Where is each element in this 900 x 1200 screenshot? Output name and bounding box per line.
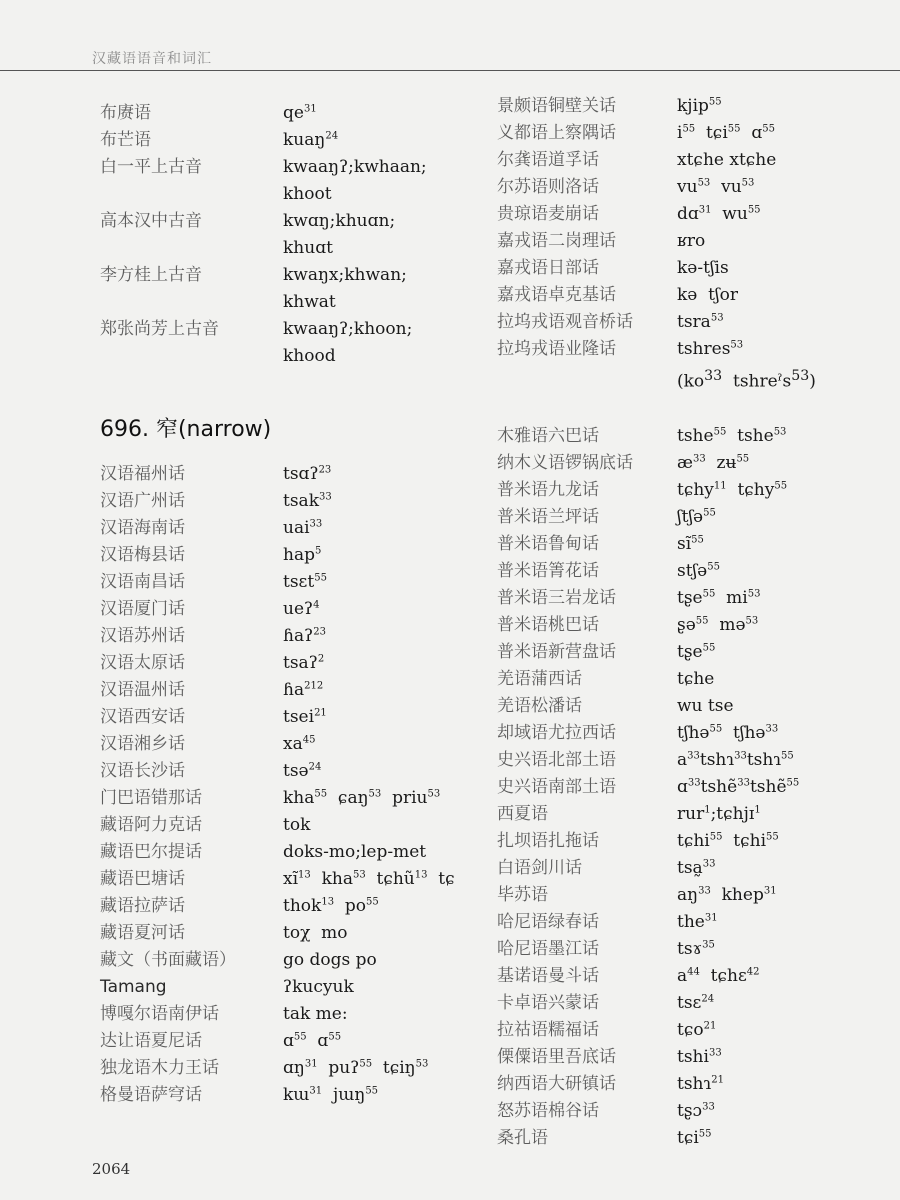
word-form: xtɕhe xtɕhe: [677, 150, 777, 170]
word-form: kwɑŋ;khuɑn;: [283, 211, 396, 231]
language-name: 纳西语大研镇话: [497, 1073, 616, 1094]
language-name: 郑张尚芳上古音: [100, 319, 219, 339]
word-form: tsə$^{24}$: [283, 761, 322, 781]
entry-row: [497, 963, 897, 990]
language-name: 拉坞戎语观音桥话: [497, 312, 633, 332]
word-form: kwaaŋʔ;kwhaan;: [283, 157, 427, 177]
word-form: kuaŋ$^{24}$: [283, 130, 339, 150]
entry-row: [100, 650, 480, 677]
language-name: 布芒语: [100, 130, 151, 150]
word-form: tɕhy$^{11}$ tɕhy$^{55}$: [677, 479, 788, 500]
language-name: 傈僳语里吾底话: [497, 1046, 616, 1067]
word-form: $aŋ^{33}$ khep$^{31}$: [677, 884, 777, 905]
word-form: tsɛt$^{55}$: [283, 572, 327, 592]
entry-row: [497, 201, 897, 228]
entry-row: [100, 893, 480, 920]
language-name: 史兴语南部土语: [497, 776, 616, 797]
word-form: tshi$^{33}$: [677, 1046, 722, 1067]
language-name: 卡卓语兴蒙话: [497, 992, 599, 1013]
word-form: $i^{55}$ tɕi$^{55}$ ɑ$^{55}$: [677, 123, 775, 143]
language-name: 汉语梅县话: [100, 545, 185, 565]
language-name: 汉语福州话: [100, 464, 185, 484]
entry-row: [497, 693, 897, 720]
entry-row: [497, 477, 897, 504]
entry-row: [100, 920, 480, 947]
language-name: 藏语巴尔提话: [100, 842, 202, 862]
entry-row: [497, 585, 897, 612]
word-form-continuation: khuɑt: [283, 238, 333, 258]
entry-row: [100, 1082, 480, 1109]
language-name: 布赓语: [100, 103, 151, 123]
language-name: 却域语尤拉西话: [497, 722, 616, 743]
entry-row: [497, 720, 897, 747]
language-name: 汉语海南话: [100, 518, 185, 538]
language-name: 藏文（书面藏语）: [100, 950, 236, 970]
language-name: 达让语夏尼话: [100, 1031, 202, 1051]
language-name: 普米语箐花话: [497, 560, 599, 581]
entry-row: [100, 866, 480, 893]
word-form: doks-mo;lep-met: [283, 842, 427, 862]
entry-row: [497, 228, 897, 255]
left-top-entries: [100, 100, 480, 370]
entry-row: [100, 1028, 480, 1055]
entry-row: [100, 731, 480, 758]
entry-row: [497, 1017, 897, 1044]
entry-row: [497, 1125, 897, 1152]
word-form: kɯ$^{31}$ jɯŋ$^{55}$: [283, 1085, 379, 1105]
language-name: Tamang: [100, 977, 167, 997]
word-form: $a^{44}$ tɕhɛ$^{42}$: [677, 965, 760, 986]
word-form: ɦaʔ$^{23}$: [283, 626, 326, 646]
entry-row: [100, 154, 480, 181]
word-form: ʂə$^{55}$ mə$^{53}$: [677, 614, 759, 635]
word-form: ʃtʃə$^{55}$: [677, 506, 716, 527]
section-heading: 696. 窄(narrow): [100, 417, 272, 442]
language-name: 哈尼语墨江话: [497, 938, 599, 959]
entry-row: [100, 812, 480, 839]
entry-row: [497, 612, 897, 639]
language-name: 藏语拉萨话: [100, 896, 185, 916]
word-form: the$^{31}$: [677, 911, 718, 932]
language-name: 藏语巴塘话: [100, 869, 185, 889]
language-name: 拉祜语糯福话: [497, 1019, 599, 1040]
entry-row: [497, 909, 897, 936]
entry-row: [100, 677, 480, 704]
word-form: tsa̰$^{33}$: [677, 857, 716, 878]
word-form: tʂɔ$^{33}$: [677, 1100, 715, 1121]
entry-row: [100, 758, 480, 785]
language-name: 李方桂上古音: [100, 265, 202, 285]
language-name: 汉语南昌话: [100, 572, 185, 592]
word-form: tɕhe: [677, 668, 715, 689]
word-form: $a^{33}tshɿ^{33}tshɿ^{55}$: [677, 749, 794, 770]
right-top-entries: [497, 93, 897, 396]
language-name: 汉语厦门话: [100, 599, 185, 619]
word-form: tsɛ$^{24}$: [677, 992, 715, 1013]
word-form: kə-tʃis: [677, 258, 729, 278]
language-name: 义都语上察隅话: [497, 123, 616, 143]
language-name: 普米语九龙话: [497, 479, 599, 500]
language-name: 嘉戎语日部话: [497, 258, 599, 278]
language-name: 纳木义语锣锅底话: [497, 452, 633, 473]
left-column: [100, 100, 480, 1109]
entry-row: [497, 639, 897, 666]
language-name: 汉语广州话: [100, 491, 185, 511]
entry-row: [497, 309, 897, 336]
language-name: 扎坝语扎拖话: [497, 830, 599, 851]
word-form: tshɿ$^{21}$: [677, 1073, 724, 1094]
entry-row: [100, 100, 480, 127]
entry-row: [497, 450, 897, 477]
entry-row: [497, 855, 897, 882]
running-header: 汉藏语语音和词汇: [92, 51, 212, 67]
word-form: tsɤ$^{35}$: [677, 938, 715, 959]
word-form: tak me:: [283, 1004, 348, 1024]
entry-row: [497, 1044, 897, 1071]
language-name: 汉语湘乡话: [100, 734, 185, 754]
word-form: $æ^{33}$ zʉ$^{55}$: [677, 452, 750, 473]
word-form: tshe$^{55}$ tshe$^{53}$: [677, 425, 787, 446]
left-entry-list: [100, 461, 480, 1109]
language-name: 基诺语曼斗话: [497, 965, 599, 986]
entry-row: [497, 255, 897, 282]
language-name: 史兴语北部土语: [497, 749, 616, 770]
language-name: 白语剑川话: [497, 857, 582, 878]
word-form: tɕo$^{21}$: [677, 1019, 717, 1040]
entry-row: [497, 828, 897, 855]
entry-row: [100, 127, 480, 154]
entry-row: [100, 974, 480, 1001]
language-name: 普米语三岩龙话: [497, 587, 616, 608]
word-form: kha$^{55}$ ɕaŋ$^{53}$ priu$^{53}$: [283, 788, 441, 808]
word-form: ɦa$^{212}$: [283, 680, 324, 700]
entry-row: [100, 596, 480, 623]
word-form-continuation: ($ko^{33}$ tshreˀs$^{53}$): [677, 368, 816, 392]
word-form: $xa^{45}$: [283, 734, 316, 754]
entry-row: [100, 947, 480, 974]
language-name: 普米语桃巴话: [497, 614, 599, 635]
entry-row: [497, 531, 897, 558]
word-form: thok$^{13}$ $po^{55}$: [283, 896, 379, 916]
entry-row: [497, 774, 897, 801]
word-form: dɑ$^{31}$ $wu^{55}$: [677, 204, 761, 224]
entry-row: [497, 936, 897, 963]
entry-row: [497, 282, 897, 309]
language-name: 尔龚语道孚话: [497, 150, 599, 170]
entry-row: [497, 747, 897, 774]
language-name: 桑孔语: [497, 1127, 548, 1148]
entry-row: [497, 120, 897, 147]
language-name: 拉坞戎语业隆话: [497, 339, 616, 359]
word-form: tɕhi$^{55}$ tɕhi$^{55}$: [677, 830, 779, 851]
entry-row: [100, 208, 480, 235]
word-form: tsei$^{21}$: [283, 707, 327, 727]
word-form: go dogs po: [283, 950, 377, 970]
language-name: 普米语新营盘话: [497, 641, 616, 662]
language-name: 景颇语铜壁关话: [497, 96, 616, 116]
language-name: 白一平上古音: [100, 157, 202, 177]
entry-row: [497, 147, 897, 174]
entry-row: [100, 515, 480, 542]
entry-row: [497, 336, 897, 363]
language-name: 门巴语错那话: [100, 788, 202, 808]
word-form: kwaaŋʔ;khoon;: [283, 319, 413, 339]
word-form: ɑ$^{33}$tshẽ$^{33}$tshẽ$^{55}$: [677, 776, 800, 797]
word-form: tʂe$^{55}$ $mi^{53}$: [677, 587, 761, 608]
language-name: 贵琼语麦崩话: [497, 204, 599, 224]
word-form: kjip$^{55}$: [677, 96, 722, 116]
entry-row: [497, 1071, 897, 1098]
entry-row: [497, 558, 897, 585]
language-name: 藏语夏河话: [100, 923, 185, 943]
entry-row: [100, 839, 480, 866]
word-form: tsra$^{53}$: [677, 312, 724, 332]
word-form: ɑ$^{55}$ ɑ$^{55}$: [283, 1031, 342, 1051]
entry-row: [100, 316, 480, 343]
word-form: hap$^5$: [283, 545, 322, 565]
word-form: tsak$^{33}$: [283, 491, 332, 511]
entry-row: [497, 423, 897, 450]
word-form: tɕi$^{55}$: [677, 1127, 712, 1148]
word-form: ʁro: [677, 231, 706, 251]
language-name: 独龙语木力王话: [100, 1058, 219, 1078]
language-name: 木雅语六巴话: [497, 425, 599, 446]
entry-row: [497, 882, 897, 909]
word-form: $sĩ^{55}$: [677, 533, 704, 554]
entry-row: [497, 1098, 897, 1125]
language-name: 羌语松潘话: [497, 695, 582, 716]
language-name: 嘉戎语二岗理话: [497, 231, 616, 251]
word-form: rur$^1$;tɕhjɪ$^1$: [677, 803, 761, 824]
page-number: 2064: [92, 1160, 131, 1178]
entry-row: [100, 488, 480, 515]
entry-row: [497, 174, 897, 201]
language-name: 汉语太原话: [100, 653, 185, 673]
word-form: ɑŋ$^{31}$ puʔ$^{55}$ tɕiŋ$^{53}$: [283, 1058, 429, 1078]
entry-row: [100, 461, 480, 488]
entry-row: [100, 1001, 480, 1028]
entry-row: [100, 785, 480, 812]
entry-row: [497, 504, 897, 531]
entry-row: [100, 704, 480, 731]
entry-row: [497, 801, 897, 828]
word-form: stʃə$^{55}$: [677, 560, 720, 581]
language-name: 汉语苏州话: [100, 626, 185, 646]
word-form: tsɑʔ$^{23}$: [283, 464, 332, 484]
entry-row: [100, 569, 480, 596]
word-form: kə tʃor: [677, 285, 738, 305]
language-name: 尔苏语则洛话: [497, 177, 599, 197]
language-name: 普米语鲁甸话: [497, 533, 599, 554]
word-form-continuation: khood: [283, 346, 336, 366]
entry-row: [100, 262, 480, 289]
word-form: kwaŋx;khwan;: [283, 265, 407, 285]
word-form: tʃhə$^{55}$ tʃhə$^{33}$: [677, 722, 779, 743]
word-form: tʂe$^{55}$: [677, 641, 716, 662]
language-name: 西夏语: [497, 803, 548, 824]
entry-row: [100, 623, 480, 650]
right-entry-list: [497, 423, 897, 1152]
entry-row: [497, 666, 897, 693]
word-form: $qe^{31}$: [283, 103, 317, 123]
language-name: 哈尼语绿春话: [497, 911, 599, 932]
language-name: 藏语阿力克话: [100, 815, 202, 835]
header-rule: [0, 70, 900, 71]
language-name: 嘉戎语卓克基话: [497, 285, 616, 305]
right-column: [497, 93, 897, 1152]
language-name: 毕苏语: [497, 884, 548, 905]
language-name: 怒苏语棉谷话: [497, 1100, 599, 1121]
word-form: tsaʔ$^2$: [283, 653, 325, 673]
language-name: 格曼语萨穹话: [100, 1085, 202, 1105]
language-name: 汉语长沙话: [100, 761, 185, 781]
language-name: 高本汉中古音: [100, 211, 202, 231]
word-form-continuation: khwat: [283, 292, 336, 312]
language-name: 普米语兰坪话: [497, 506, 599, 527]
entry-row: [100, 542, 480, 569]
word-form: wu tse: [677, 695, 734, 716]
language-name: 汉语温州话: [100, 680, 185, 700]
word-form: tok: [283, 815, 311, 835]
entry-row: [497, 990, 897, 1017]
language-name: 羌语蒲西话: [497, 668, 582, 689]
entry-row: [100, 1055, 480, 1082]
language-name: 汉语西安话: [100, 707, 185, 727]
word-form: ʔkucyuk: [283, 977, 354, 997]
entry-row: [497, 93, 897, 120]
word-form-continuation: khoot: [283, 184, 332, 204]
word-form: uai$^{33}$: [283, 518, 323, 538]
word-form: $vu^{53}$ $vu^{53}$: [677, 177, 755, 197]
word-form: ueʔ$^4$: [283, 599, 320, 619]
word-form: tshres$^{53}$: [677, 339, 744, 359]
language-name: 博嘎尔语南伊话: [100, 1004, 219, 1024]
word-form: $xĩ^{13}$ kha$^{53}$ tɕhũ$^{13}$ tɕ: [283, 869, 455, 889]
word-form: toχ mo: [283, 923, 348, 943]
